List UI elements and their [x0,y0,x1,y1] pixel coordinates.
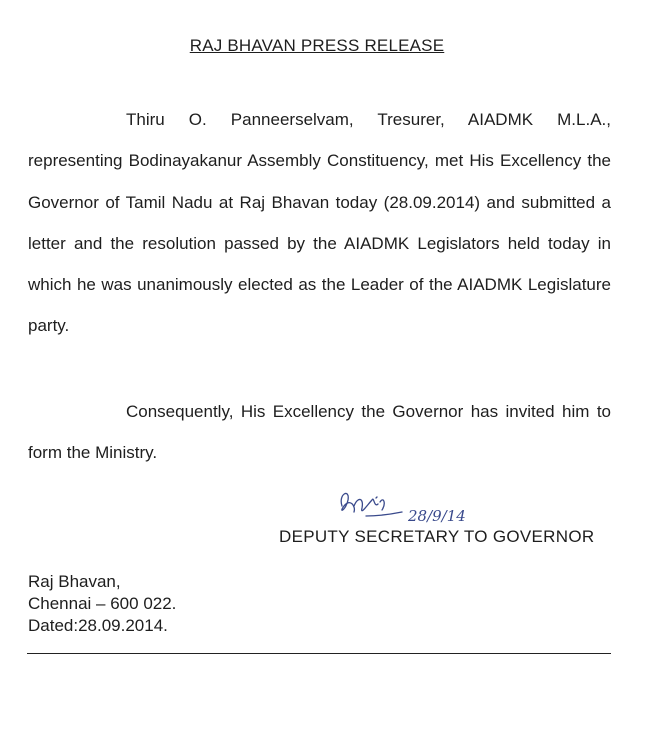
paragraph-main [28,99,611,347]
footer-rule [27,653,611,654]
signature-date: 28/9/14 [408,507,466,525]
paragraph-main-text: Thiru O. Panneerselvam, Tresurer, AIADMK M.L.A., representing Bodinayakanur Assembly Constituency, met His Excellency the Governor of Tamil Nadu at Raj Bhavan today (28.09.2014) and submitted a letter and the resolution passed by the AIADMK Legislators held today in which he was unanimously elected as the Leader of the AIADMK Legislature party. [28,110,611,336]
address-line-1: Raj Bhavan, [28,572,121,591]
paragraph-consequence [28,391,611,474]
address-line-2: Chennai – 600 022. [28,594,177,613]
paragraph-consequence-text: Consequently, His Excellency the Governor has invited him to form the Ministry. [28,402,611,463]
address-block [28,571,176,637]
signatory-title: DEPUTY SECRETARY TO GOVERNOR [279,527,595,546]
address-line-3: Dated:28.09.2014. [28,616,168,635]
document-title: RAJ BHAVAN PRESS RELEASE [189,36,445,55]
